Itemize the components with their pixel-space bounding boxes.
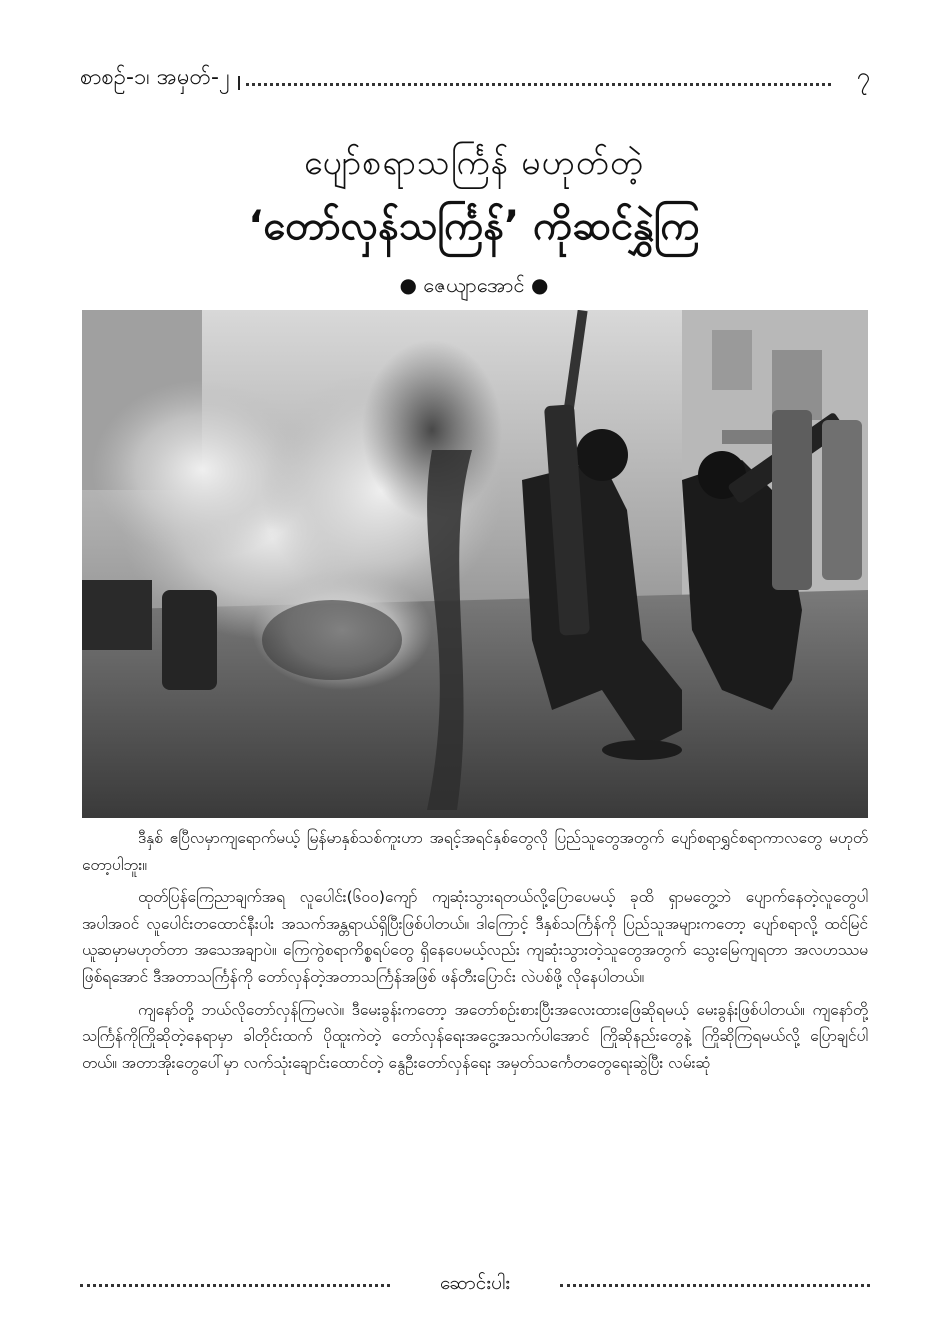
page-footer [80, 1270, 870, 1300]
protest-photo-icon [82, 310, 868, 818]
article-body [82, 825, 868, 1082]
continued-label: ဆောင်းပါး [439, 1272, 511, 1294]
paragraph: ကျနော်တို့ ဘယ်လိုတော်လှန်ကြမလဲ။ ဒီမေးခွန်းကတော့ အတော်စဉ်းစားပြီးအလေးထားဖြေဆိုရမယ့် မေးခွန်းဖြစ်ပါတယ်။ ကျနော်တို့ သင်္ကြန်ကိုကြိုဆိုတဲ့နေရာမှာ ခါတိုင်းထက် ပိုထူးကဲတဲ့ တော်လှန်ရေးအငွေ့အသက်ပါအောင် ကြိုဆိုနည်းတွေနဲ့ ကြိုဆိုကြရမယ်လို့ ပြောချင်ပါတယ်။ အတာအိုးတွေပေါ်မှာ လက်သုံးချောင်းထောင်တဲ့ နွေဦးတော်လှန်ရေး အမှတ်သင်္ကေတတွေရေးဆွဲပြီး လမ်းဆုံ [82, 1000, 868, 1072]
page-number: ၇ [856, 62, 870, 90]
page-header [80, 58, 870, 98]
footer-dotted-rule-right [560, 1284, 870, 1287]
paragraph: ထုတ်ပြန်ကြေညာချက်အရ လူပေါင်း(၆၀၀)ကျော် ကျဆုံးသွားရတယ်လို့ပြောပေမယ့် ခုထိ ရှာမတွေ့ဘဲ ပျောက်နေတဲ့လူတွေပါအပါအဝင် လူပေါင်းတထောင်နီးပါး အသက်အန္တရာယ်ရှိပြီးဖြစ်ပါတယ်။ ဒါကြောင့် ဒီနှစ်သင်္ကြန်ကို ပြည်သူအများကတော့ ပျော်စရာလို့ ထင်မြင်ယူဆမှာမဟုတ်တာ အသေအချာပဲ။ ကြေကွဲစရာကိစ္စရပ်တွေ ရှိနေပေမယ့်လည်း ကျဆုံးသွားတဲ့သူတွေအတွက် သွေးမြေကျရတာ အလဟဿမဖြစ်ရအောင် ဒီအတာသင်္ကြန်ကို တော်လှန်တဲ့အတာသင်္ကြန်အဖြစ် ဖန်တီးပြောင်း လဲပစ်ဖို့ လိုနေပါတယ်။ [82, 888, 868, 986]
paragraph: ဒီနှစ် ဧပြီလမှာကျရောက်မယ့် မြန်မာနှစ်သစ်ကူးဟာ အရင့်အရင်နှစ်တွေလို ပြည်သူတွေအတွက် ပျော်စရာရွှင်စရာကာလတွေ မဟုတ်တော့ပါဘူး။ [82, 829, 868, 874]
protest-photo [82, 310, 868, 818]
article-author: ● ဇေယျာအောင် ● [399, 273, 549, 297]
article-title: ‘တော်လှန်သင်္ကြန်’ ကိုဆင်နွှဲကြ [248, 203, 700, 249]
issue-label: စာစဉ်-၁၊ အမှတ်-၂ [80, 64, 230, 90]
footer-dotted-rule-left [80, 1284, 390, 1287]
header-dotted-rule [246, 83, 831, 86]
article-subtitle: ပျော်စရာသင်္ကြန် မဟုတ်တဲ့ [304, 143, 644, 183]
